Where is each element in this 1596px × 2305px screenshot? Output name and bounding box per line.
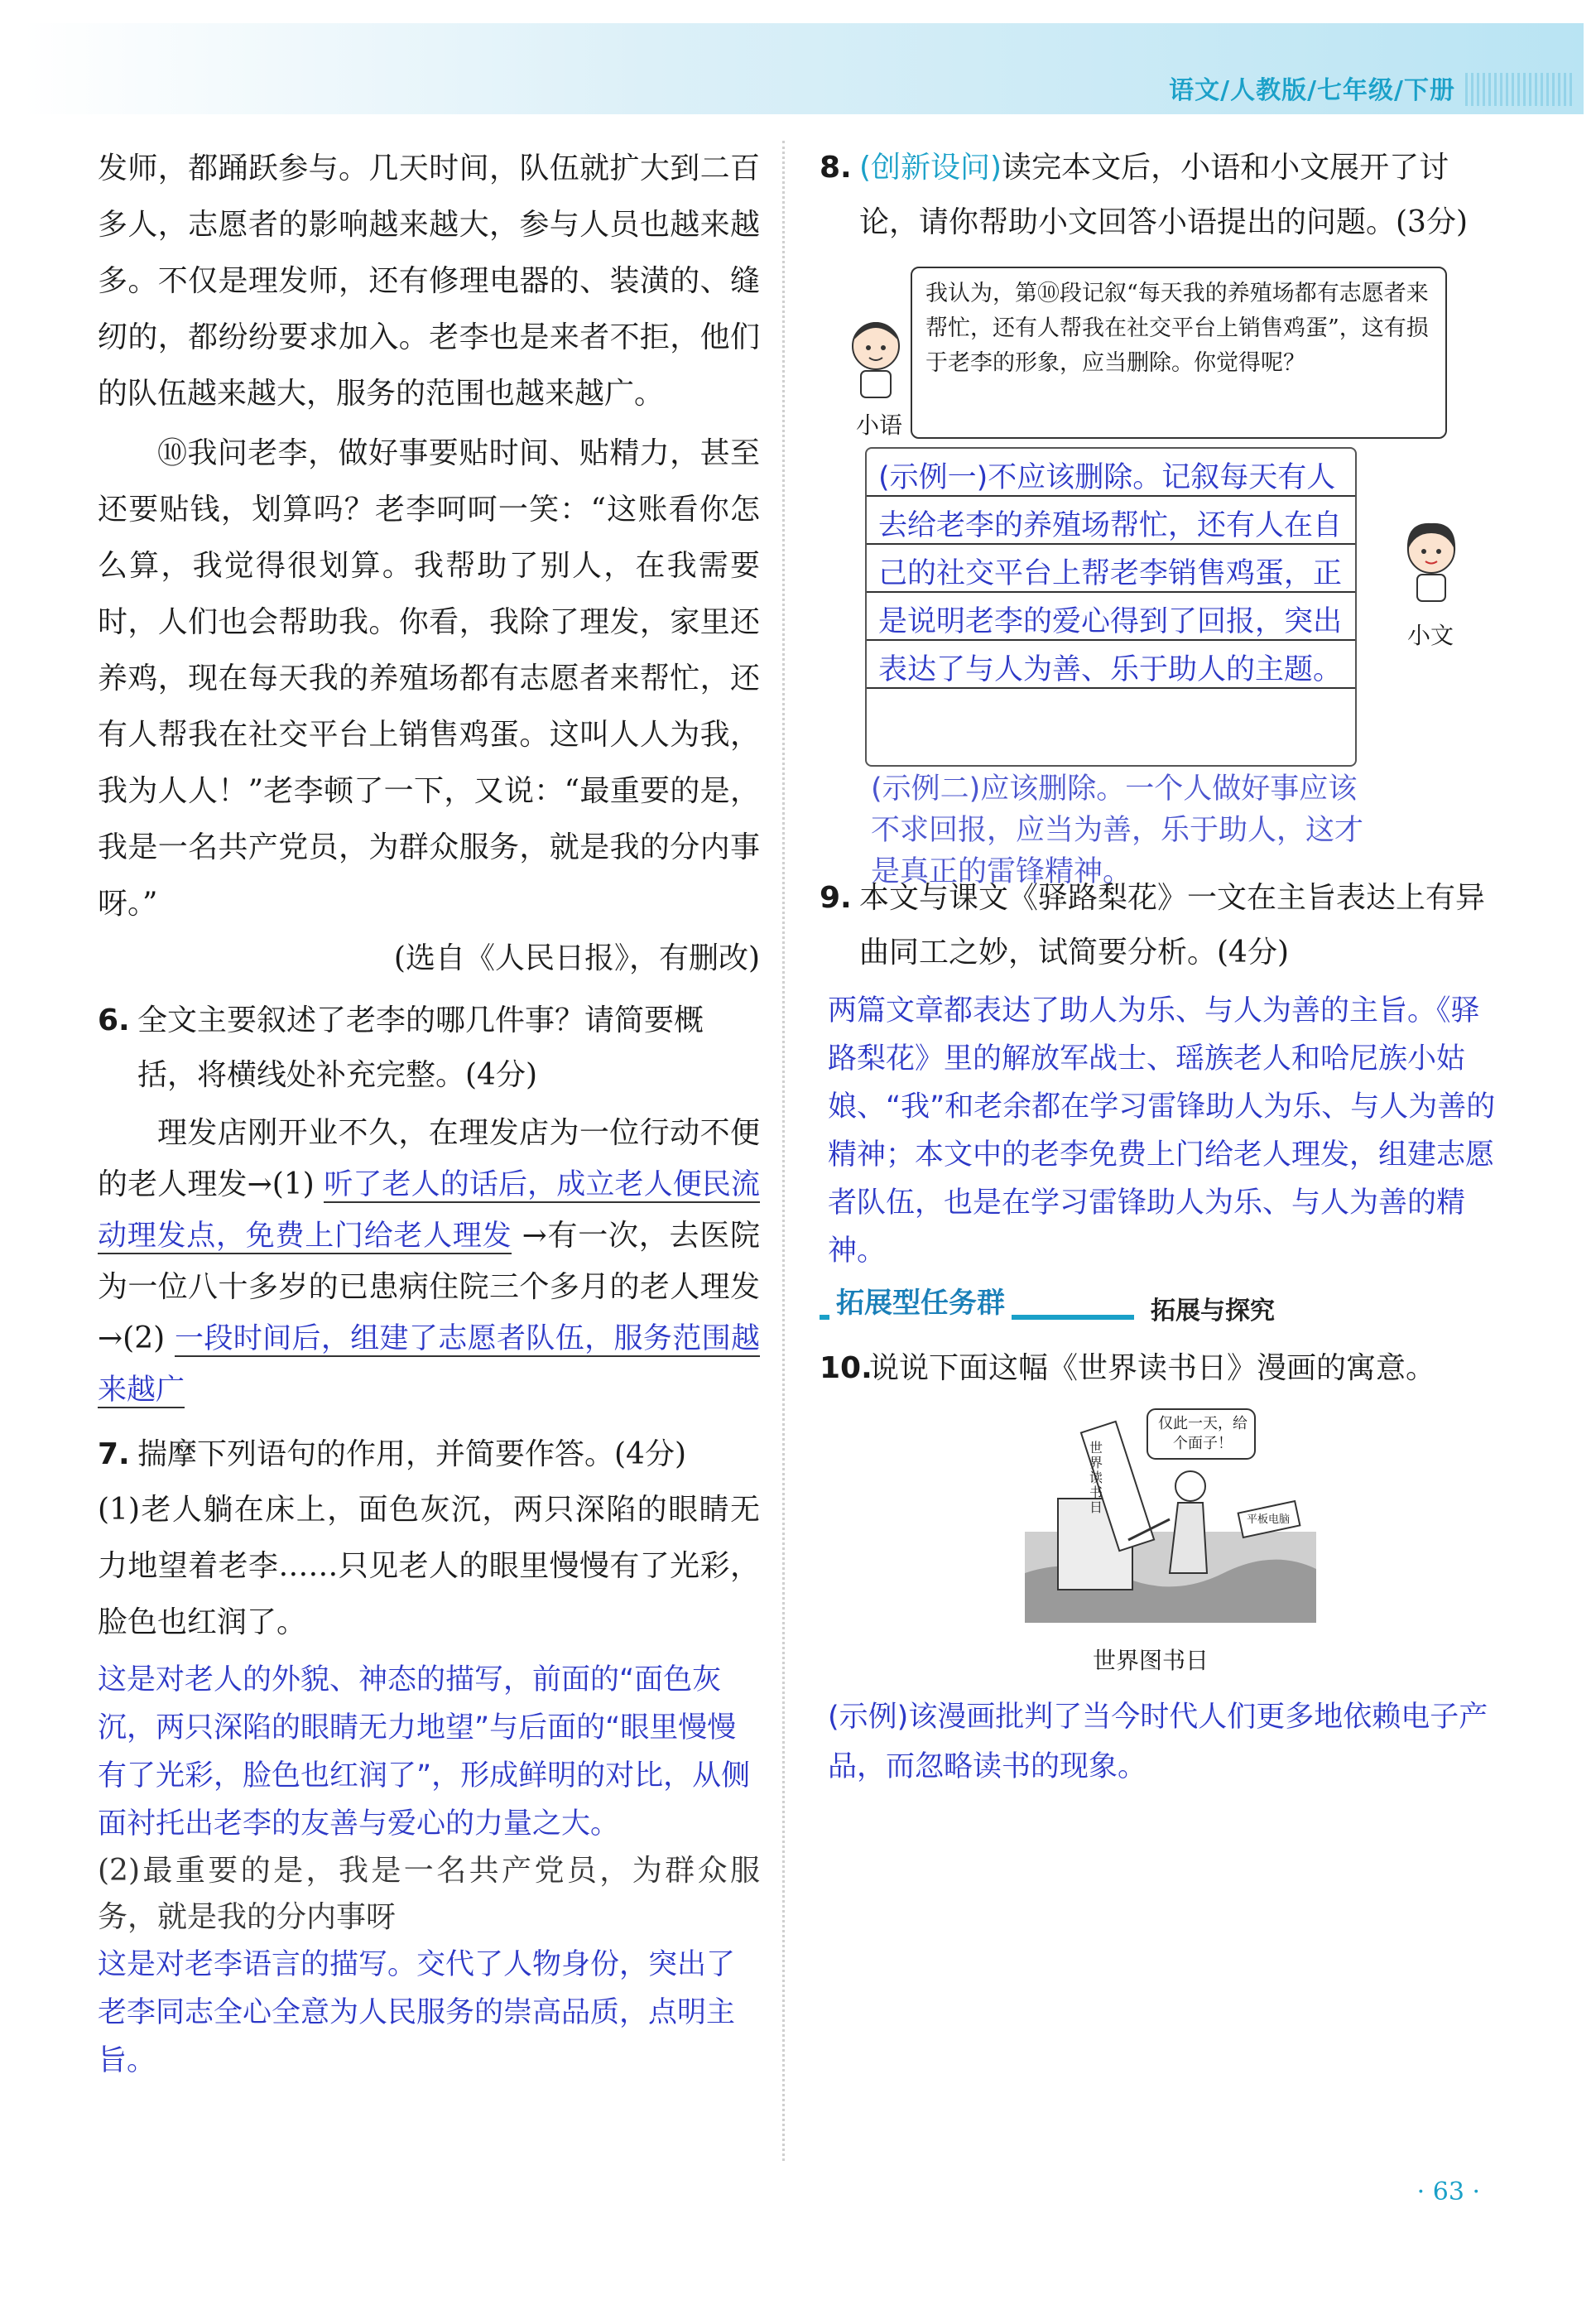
q7-sentence-1: (1)老人躺在床上，面色灰沉，两只深陷的眼睛无力地望着老李……只见老人的眼里慢慢有了光彩，脸色也红润了。 bbox=[98, 1493, 760, 1639]
q9-answer[interactable]: 两篇文章都表达了助人为乐、与人为善的主旨。《驿路梨花》里的解放军战士、瑶族老人和哈尼族小姑娘、“我”和老余都在学习雷锋助人为乐、与人为善的精神；本文中的老李免费上门给老人理发，组建志愿者队伍，也是在学习雷锋助人为乐、与人为善的精神。 bbox=[828, 994, 1496, 1268]
cartoon-illustration bbox=[1025, 1408, 1316, 1623]
section-subtitle: 拓展与探究 bbox=[1151, 1297, 1275, 1326]
q7-sentence-2: (2)最重要的是，我是一名共产党员，为群众服务，就是我的分内事呀 bbox=[98, 1854, 760, 1934]
speaker-name-2: 小文 bbox=[1407, 622, 1454, 649]
question-number: 7. bbox=[98, 1437, 130, 1471]
passage-paragraph-10: ⑩我问老李，做好事要贴时间、贴精力，甚至还要贴钱，划算吗？老李呵呵一笑：“这账看你怎么算，我觉得很划算。我帮助了别人，在我需要时，人们也会帮助我。你看，我除了理发，家里还养鸡，现在每天我的养殖场都有志愿者来帮忙，还有人帮我在社交平台上销售鸡蛋。这叫人人为我，我为人人！”老李顿了一下，又说：“最重要的是，我是一名共产党员，为群众服务，就是我的分内事呀。” bbox=[98, 436, 760, 921]
column-divider bbox=[782, 141, 785, 2161]
cartoon-caption: 世界图书日 bbox=[1093, 1647, 1209, 1674]
question-6 bbox=[98, 994, 760, 1103]
cartoon-tablet-text: 平板电脑 bbox=[1247, 1513, 1291, 1526]
question-10 bbox=[820, 1341, 1507, 1396]
question-text: 全文主要叙述了老李的哪几件事？请简要概括，将横线处补充完整。(4分) bbox=[137, 1003, 704, 1092]
q6-segment-2: →有一次，去医院为一位八十多岁的已患病住院三个多月的老人理发→(2) bbox=[98, 1219, 760, 1355]
boy-avatar-icon bbox=[843, 313, 909, 404]
speech-bubble: 我认为，第⑩段记叙“每天我的养殖场都有志愿者来帮忙，还有人帮我在社交平台上销售鸡蛋”，这有损于老李的形象，应当删除。你觉得呢？ bbox=[911, 267, 1447, 439]
cartoon-banner-text: 世界读书日 bbox=[1089, 1440, 1103, 1515]
q6-answer-1[interactable]: 听了老人的话后，成立老人便民流动理发点，免费上门给老人理发 bbox=[98, 1168, 760, 1253]
left-column bbox=[98, 141, 760, 2085]
right-column bbox=[820, 141, 1507, 1792]
question-number: 6. bbox=[98, 1003, 130, 1037]
q10-answer[interactable]: (示例)该漫画批判了当今时代人们更多地依赖电子产品，而忽略读书的现象。 bbox=[828, 1701, 1488, 1783]
girl-avatar-icon bbox=[1397, 515, 1465, 606]
question-8 bbox=[820, 141, 1507, 250]
passage-source: (选自《人民日报》，有删改) bbox=[393, 941, 760, 975]
cartoon-speech-bubble: 仅此一天，给个面子！ bbox=[1158, 1415, 1247, 1452]
q8-answer-box bbox=[865, 447, 1357, 767]
q6-segment-1: 理发店刚开业不久，在理发店为一位行动不便的老人理发→(1) bbox=[98, 1116, 760, 1201]
q7-answer-1[interactable]: 这是对老人的外貌、神态的描写，前面的“面色灰沉，两只深陷的眼睛无力地望”与后面的“眼里慢慢有了光彩，脸色也红润了”，形成鲜明的对比，从侧面衬托出老李的友善与爱心的力量之大。 bbox=[98, 1663, 751, 1841]
q8-answer-2[interactable]: (示例二)应该删除。一个人做好事应该不求回报，应当为善，乐于助人，这才是真正的雷锋精神。 bbox=[871, 772, 1364, 888]
question-text: 揣摩下列语句的作用，并简要作答。(4分) bbox=[137, 1437, 686, 1471]
q8-answer-1[interactable]: (示例一)不应该删除。记叙每天有人去给老李的养殖场帮忙，还有人在自己的社交平台上帮老李销售鸡蛋，正是说明老李的爱心得到了回报，突出表达了与人为善、乐于助人的主题。 bbox=[867, 449, 1355, 699]
q6-fill-block bbox=[98, 1108, 760, 1416]
question-number: 8. bbox=[820, 151, 852, 185]
question-7 bbox=[98, 1427, 760, 1482]
q6-answer-2[interactable]: 一段时间后，组建了志愿者队伍，服务范围越来越广 bbox=[98, 1322, 760, 1407]
question-text: 读完本文后，小语和小文展开了讨论，请你帮助小文回答小语提出的问题。(3分) bbox=[859, 151, 1468, 239]
passage-paragraph-9: 发师，都踊跃参与。几天时间，队伍就扩大到二百多人，志愿者的影响越来越大，参与人员也越来越多。不仅是理发师，还有修理电器的、装潢的、缝纫的，都纷纷要求加入。老李也是来者不拒，他们的队伍越来越大，服务的范围也越来越广。 bbox=[98, 152, 760, 411]
header-decoration bbox=[1465, 73, 1573, 106]
question-text: 本文与课文《驿路梨花》一文在主旨表达上有异曲同工之妙，试简要分析。(4分) bbox=[859, 881, 1486, 970]
innovation-tag: (创新设问) bbox=[859, 151, 1002, 185]
page-number: · 63 · bbox=[1416, 2177, 1480, 2206]
question-9 bbox=[820, 871, 1507, 980]
question-text: 说说下面这幅《世界读书日》漫画的寓意。 bbox=[869, 1351, 1436, 1385]
question-number: 9. bbox=[820, 881, 852, 915]
q8-dialogue bbox=[820, 267, 1507, 888]
header-label: 语文/人教版/七年级/下册 bbox=[1169, 76, 1455, 105]
q7-answer-2[interactable]: 这是对老李语言的描写。交代了人物身份，突出了老李同志全心全意为人民服务的崇高品质，点明主旨。 bbox=[98, 1948, 736, 2077]
section-banner bbox=[820, 1277, 1507, 1335]
section-title: 拓展型任务群 bbox=[829, 1280, 1012, 1321]
speaker-name-1: 小语 bbox=[856, 411, 903, 439]
question-number: 10. bbox=[820, 1351, 873, 1385]
